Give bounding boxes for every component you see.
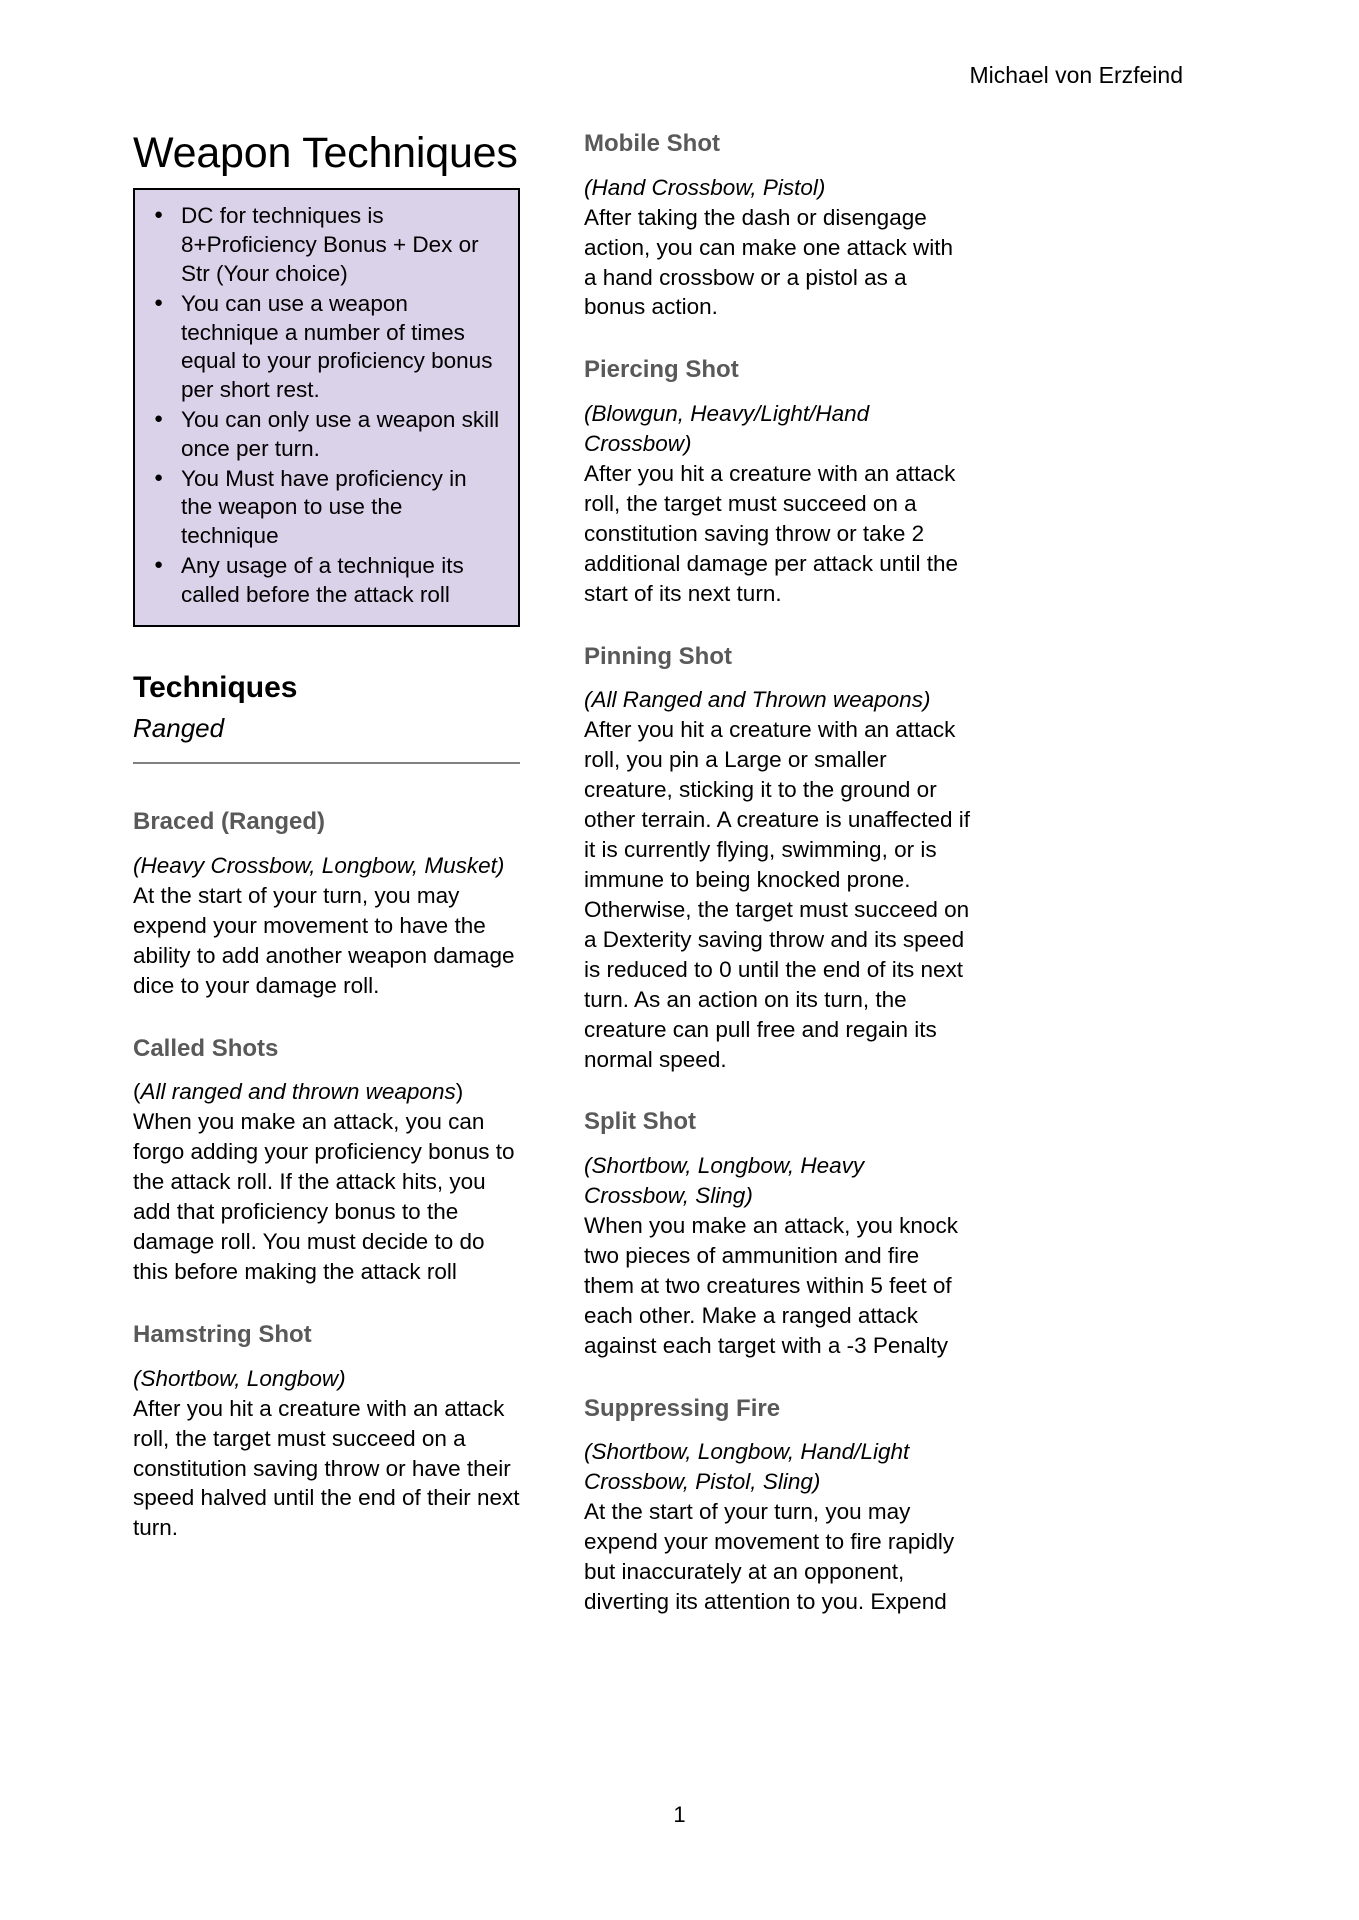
rules-callout-box: [133, 188, 520, 626]
technique-body: [133, 1364, 520, 1544]
list-item: ● You Must have proficiency in the weapon to use the technique: [181, 465, 504, 551]
technique-title: Suppressing Fire: [584, 1394, 781, 1422]
technique-weapons-open-paren: (: [133, 1079, 141, 1105]
technique-weapons: (Shortbow, Longbow): [133, 1365, 346, 1391]
technique-title: Piercing Shot: [584, 356, 739, 384]
technique-title: Called Shots: [133, 1034, 279, 1062]
technique-weapons: (Shortbow, Longbow, Heavy Crossbow, Sling): [584, 1153, 865, 1209]
technique-entry: [133, 808, 520, 1000]
technique-title: Split Shot: [584, 1108, 696, 1136]
technique-title: Hamstring Shot: [133, 1320, 312, 1348]
two-column-layout: [133, 130, 1183, 1617]
technique-description: At the start of your turn, you may expend your movement to fire rapidly but inaccurately at an opponent, diverting its attention to you. Expend: [584, 1499, 955, 1615]
section-divider: [133, 762, 520, 764]
technique-body: [584, 685, 971, 1074]
technique-entry: [584, 1108, 971, 1360]
technique-title: Mobile Shot: [584, 130, 720, 157]
subsection-heading-ranged: Ranged: [133, 713, 225, 744]
technique-body: [584, 1437, 971, 1617]
technique-entry: [584, 356, 971, 608]
list-item: ● You can use a weapon technique a number of times equal to your proficiency bonus per short rest.: [181, 290, 504, 405]
technique-title: Pinning Shot: [584, 642, 732, 670]
technique-weapons: (Shortbow, Longbow, Hand/Light Crossbow, Pistol, Sling): [584, 1439, 910, 1495]
technique-description: After you hit a creature with an attack roll, the target must succeed on a constitution saving throw or have their speed halved until the end of their next turn.: [133, 1395, 520, 1541]
technique-weapons: (Blowgun, Heavy/Light/Hand Crossbow): [584, 401, 870, 457]
technique-weapons: (All Ranged and Thrown weapons): [584, 687, 931, 713]
page-title: Weapon Techniques: [133, 129, 518, 177]
rules-list: [145, 202, 508, 609]
page-number: 1: [673, 1802, 686, 1827]
technique-description: At the start of your turn, you may expend your movement to have the ability to add another weapon damage dice to your damage roll.: [133, 883, 515, 998]
technique-body: [133, 851, 520, 1001]
technique-description: When you make an attack, you knock two pieces of ammunition and fire them at two creatures within 5 feet of each other. Make a ranged attack against each target with a -3 Penalty: [584, 1213, 958, 1358]
technique-entry: [584, 643, 971, 1075]
technique-entry: [584, 1395, 971, 1617]
technique-entry: [133, 1035, 520, 1287]
technique-title: Braced (Ranged): [133, 808, 326, 836]
technique-body: [133, 1077, 520, 1286]
right-column: [584, 130, 971, 1617]
technique-weapons: (Heavy Crossbow, Longbow, Musket): [133, 853, 505, 879]
technique-description: When you make an attack, you can forgo adding your proficiency bonus to the attack roll. If the attack hits, you add that proficiency bonus to the damage roll. You must decide to do this before making the attack roll: [133, 1109, 515, 1285]
technique-weapons: (Hand Crossbow, Pistol): [584, 174, 826, 200]
technique-description: After you hit a creature with an attack roll, you pin a Large or smaller creature, sticking it to the ground or other terrain. A creature is unaffected if it is currently flying, swimming, or is immune to being knocked prone. Otherwise, the target must succeed on a Dexterity saving throw and its speed is reduced to 0 until the end of its next turn. As an action on its turn, the creature can pull free and regain its normal speed.: [584, 717, 971, 1072]
technique-body: [584, 399, 971, 608]
list-item: ● DC for techniques is 8+Proficiency Bonus + Dex or Str (Your choice): [181, 202, 504, 288]
technique-description: After taking the dash or disengage action, you can make one attack with a hand crossbow or a pistol as a bonus action.: [584, 204, 953, 320]
document-header-author: Michael von Erzfeind: [969, 62, 1183, 88]
technique-weapons: All ranged and thrown weapons: [140, 1079, 456, 1105]
technique-body: [584, 173, 971, 323]
list-item: ● Any usage of a technique its called before the attack roll: [181, 552, 504, 610]
technique-weapons-close-paren: ): [455, 1079, 464, 1105]
list-item: ● You can only use a weapon skill once per turn.: [181, 406, 504, 464]
technique-description: After you hit a creature with an attack roll, the target must succeed on a constitution saving throw or take 2 additional damage per attack until the start of its next turn.: [584, 461, 958, 606]
left-column: [133, 130, 520, 1543]
technique-entry: [133, 1321, 520, 1543]
technique-entry: [584, 130, 971, 322]
technique-body: [584, 1151, 971, 1360]
section-heading-techniques: Techniques: [133, 670, 298, 704]
